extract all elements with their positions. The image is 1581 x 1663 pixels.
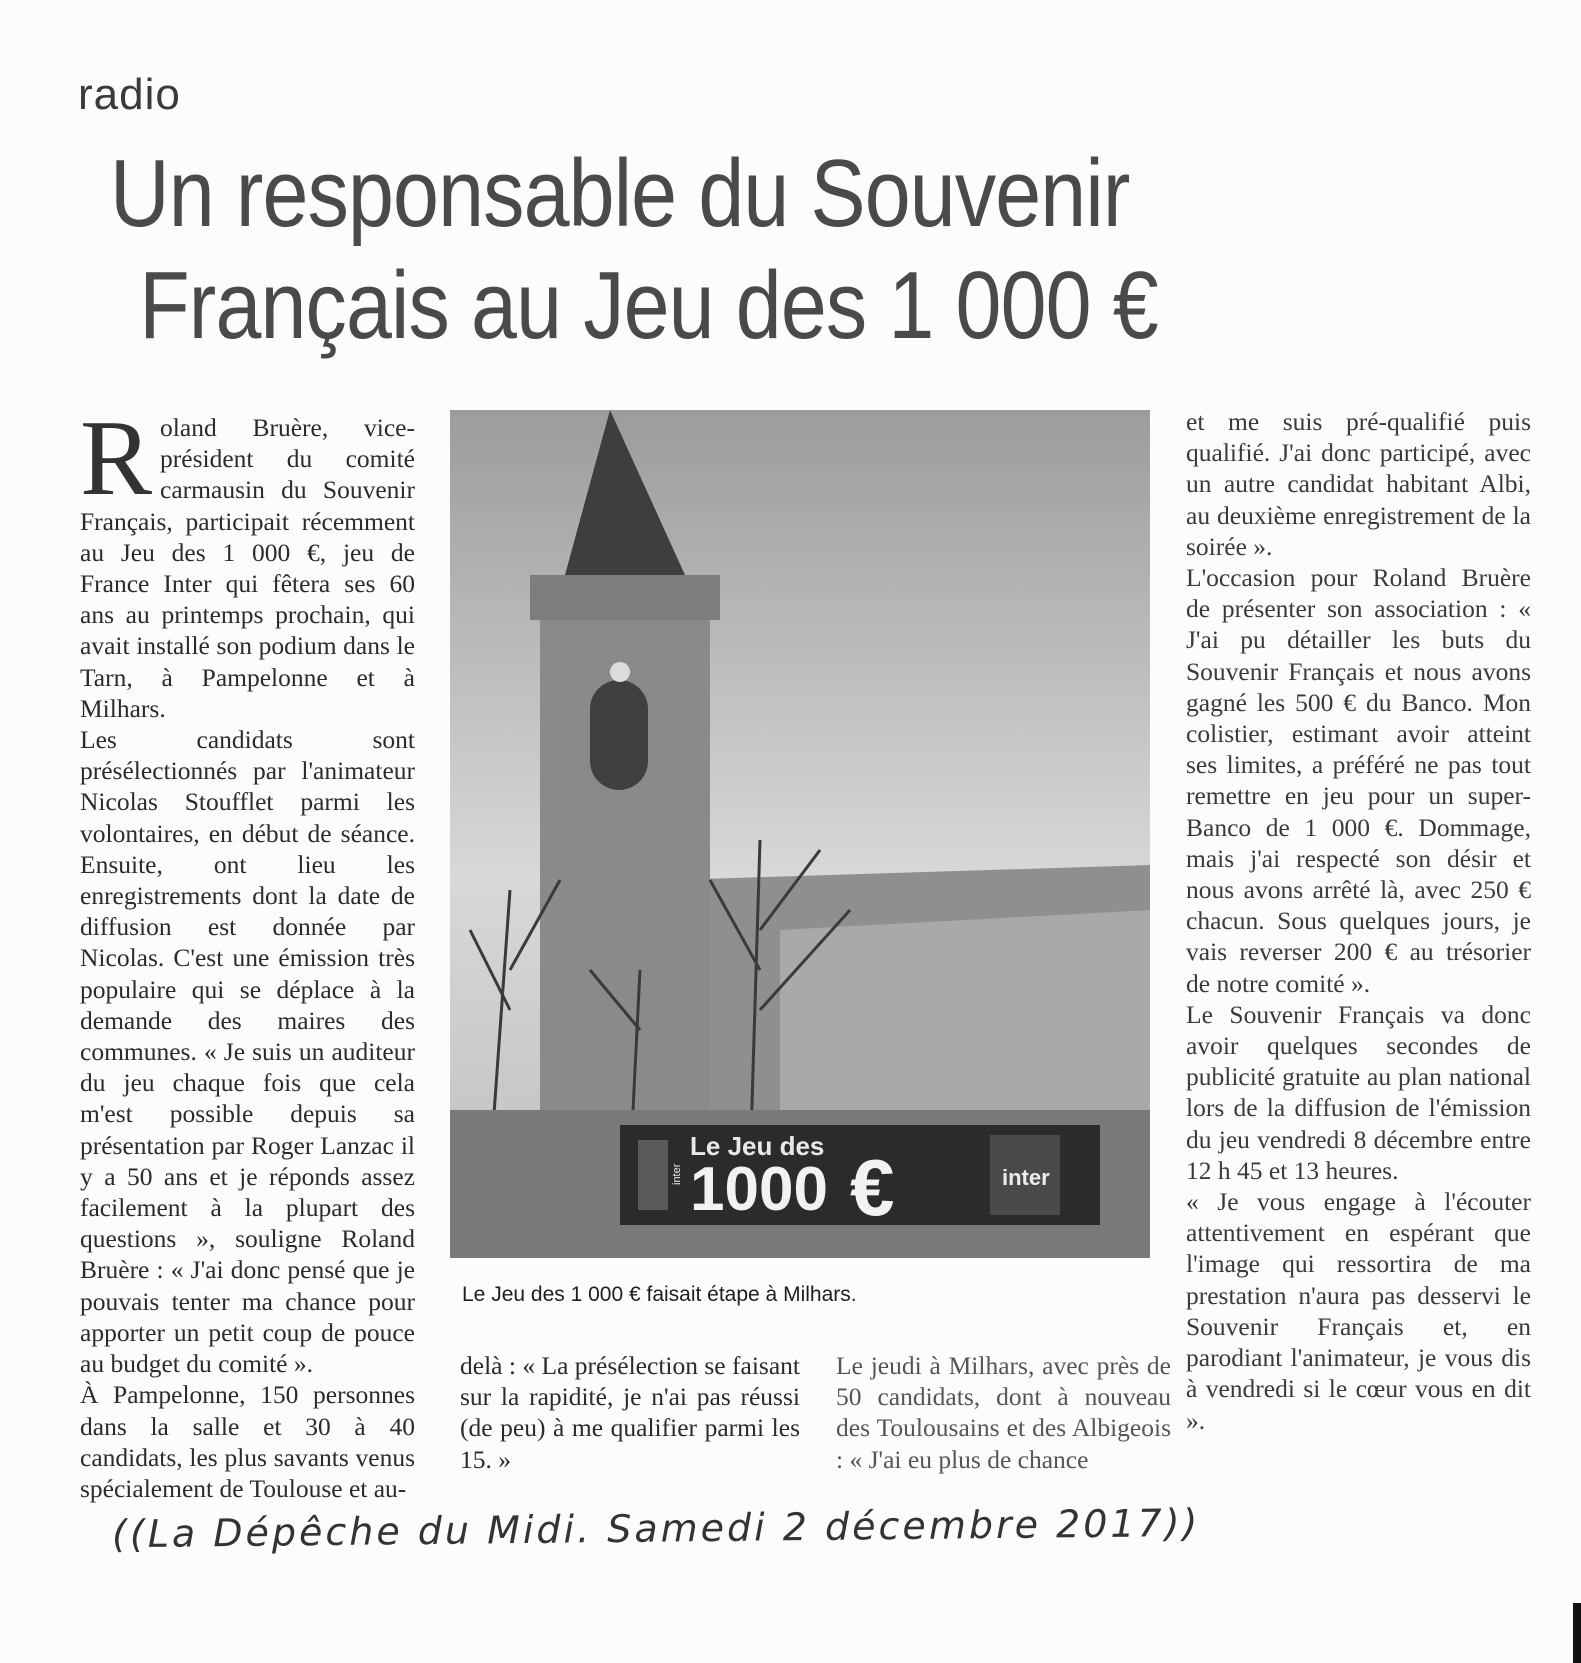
handwritten-source-note: ((La Dépêche du Midi. Samedi 2 décembre 2017)): [111, 1500, 1201, 1557]
article-column-3: [1186, 406, 1531, 1436]
banner-amount: 1000: [690, 1155, 828, 1224]
paragraph-candidates: Les candidats sont présélectionnés par l'animateur Nicolas Stoufflet parmi les volontaires, en début de séance. Ensuite, ont lieu les enregistrements dont la date de diffusion est donnée par Nicolas. C'est une émission très populaire qui se déplace à la demande des maires des communes. « Je suis un auditeur du jeu chaque fois que cela m'est possible depuis sa présentation par Roger Lanzac il y a 50 ans et je réponds assez facilement à la plupart des questions », souligne Roland Bruère : « J'ai donc pensé que je pouvais tenter ma chance pour apporter un petit coup de pouce au budget du comité ».: [80, 725, 415, 1379]
drop-cap: R: [80, 399, 153, 518]
banner-title: Le Jeu des: [690, 1131, 825, 1161]
banner-euro-sign: €: [850, 1143, 895, 1232]
paragraph-qualified: et me suis pré-qualifié puis qualifié. J'ai donc participé, avec un autre candidat habitant Albi, au deuxième enregistrement de la soirée ».: [1186, 407, 1531, 561]
paragraph-broadcast: Le Souvenir Français va donc avoir quelques secondes de publicité gratuite au plan national lors de la diffusion de l'émission du jeu vendredi 8 décembre entre 12 h 45 et 13 heures.: [1186, 999, 1531, 1185]
paragraph-association: L'occasion pour Roland Bruère de présenter son association : « J'ai pu détailler les buts du Souvenir Français et nous avons gagné les 500 € du Banco. Mon colistier, estimant avoir atteint ses limites, a préféré ne pas tout remettre en jeu pour un super-Banco de 1 000 €. Dommage, mais j'ai respecté son désir et nous avons arrêté là, avec 250 € chacun. Sous quelques jours, je vais reverser 200 € au trésorier de notre comité ».: [1186, 563, 1531, 998]
church-photo: [450, 410, 1150, 1258]
banner-logo-right: inter: [1002, 1165, 1050, 1190]
paragraph-intro: oland Bruère, vice-président du comité carmausin du Souvenir Français, participait récemment au Jeu des 1 000 €, jeu de France Inter qui fêtera ses 60 ans au printemps prochain, qui avait installé son podium dans le Tarn, à Pampelonne et à Milhars.: [80, 413, 415, 723]
article-column-1: [80, 399, 415, 1504]
scan-edge-mark: [1573, 1603, 1581, 1663]
article-column-2-right: Le jeudi à Milhars, avec près de 50 candidats, dont à nouveau des Toulousains et des Albigeois : « J'ai eu plus de chance: [836, 1351, 1171, 1474]
headline-line-1: Un responsable du Souvenir: [110, 140, 1130, 247]
paragraph-closing-quote: « Je vous engage à l'écouter attentivement en espérant que l'image qui ressortira de ma prestation n'aura pas desservi le Souvenir Français et, en parodiant l'animateur, je vous dis à vendredi si le cœur vous en dit ».: [1186, 1187, 1531, 1435]
article-column-2-left: delà : « La présélection se faisant sur la rapidité, je n'ai pas réussi (de peu) à me qualifier parmi les 15. »: [460, 1351, 800, 1474]
article-headline: [110, 138, 1297, 362]
photo-caption: Le Jeu des 1 000 € faisait étape à Milhars.: [462, 1283, 857, 1306]
banner-logo-left: inter: [671, 1163, 683, 1185]
section-rubric: radio: [78, 70, 181, 119]
paragraph-pampelonne: À Pampelonne, 150 personnes dans la salle et 30 à 40 candidats, les plus savants venus spécialement de Toulouse et au-: [80, 1380, 415, 1503]
headline-line-2: Français au Jeu des 1 000 €: [139, 252, 1158, 359]
